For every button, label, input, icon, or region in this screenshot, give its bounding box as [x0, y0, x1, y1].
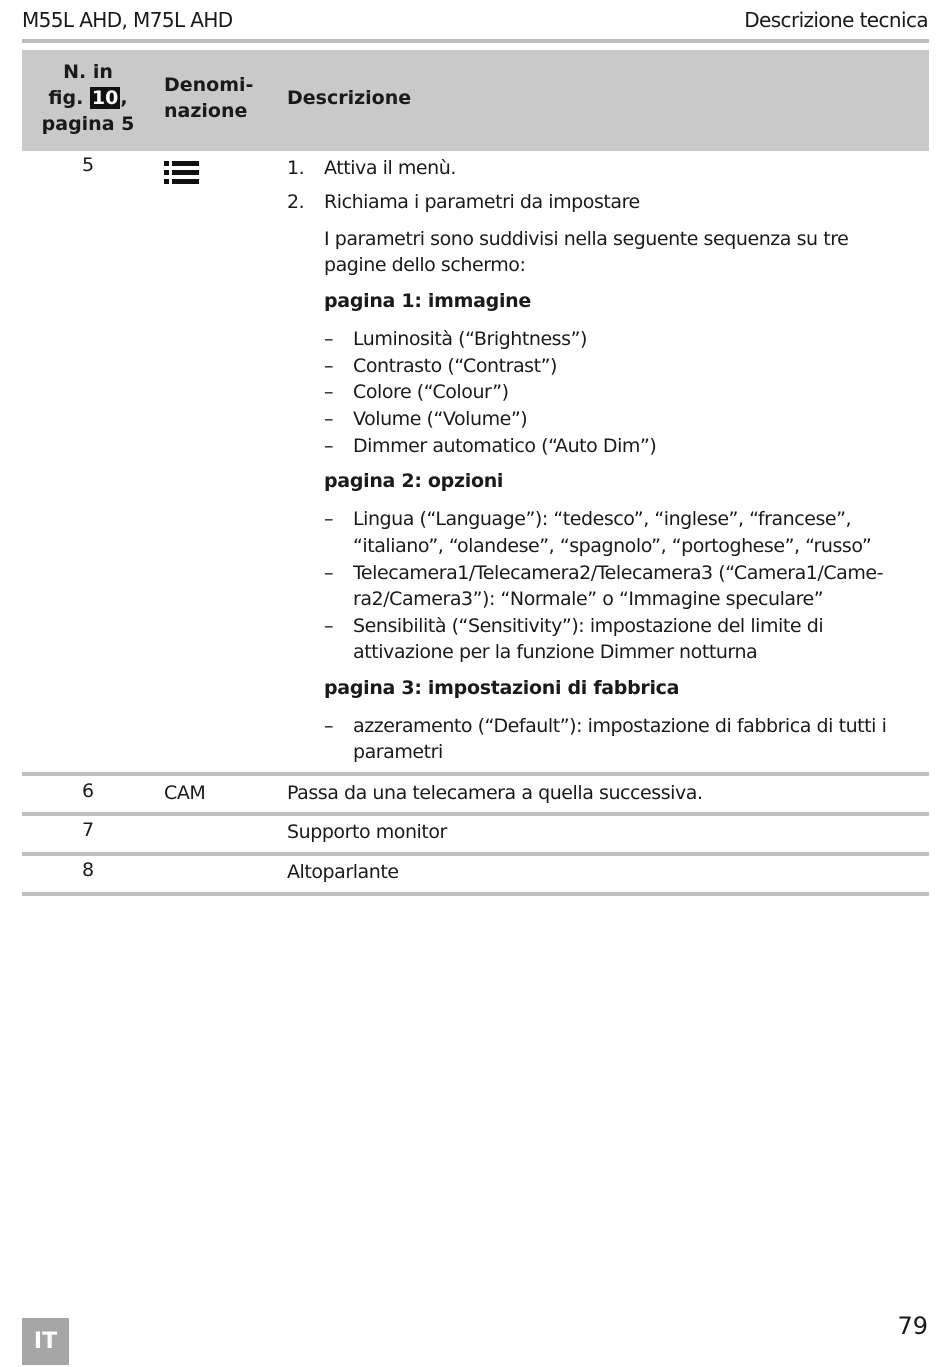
list-dash: –: [324, 508, 334, 530]
paragraph-line: pagine dello schermo:: [324, 254, 526, 276]
list-dash: –: [324, 435, 334, 457]
language-badge: IT: [22, 1318, 69, 1365]
list-item: Sensibilità (“Sensitivity”): impostazione del limite di: [353, 615, 824, 637]
column-header-number: N. in fig. 10 , pagina 5: [41, 61, 135, 135]
section-title: Descrizione tecnica: [744, 8, 928, 32]
column-header-description: Descrizione: [287, 87, 412, 109]
page-number: 79: [897, 1312, 928, 1340]
row-description: Supporto monitor: [287, 821, 447, 843]
subheading-page2: pagina 2: opzioni: [324, 470, 504, 492]
list-item-continuation: parametri: [353, 741, 443, 763]
list-item-continuation: ra2/Camera3”): “Normale” o “Immagine speculare”: [353, 588, 824, 610]
row-number: 8: [81, 859, 95, 881]
figure-reference: 10: [91, 87, 119, 109]
row-number: 6: [81, 780, 95, 802]
list-item: Contrasto (“Contrast”): [353, 355, 557, 377]
document-header-title: M55L AHD, M75L AHD: [22, 8, 233, 32]
list-dash: –: [324, 408, 334, 430]
list-item: Telecamera1/Telecamera2/Telecamera3 (“Camera1/Came-: [353, 562, 884, 584]
list-item: Dimmer automatico (“Auto Dim”): [353, 435, 657, 457]
step-number: 2.: [287, 191, 305, 213]
list-dash: –: [324, 355, 334, 377]
subheading-page3: pagina 3: impostazioni di fabbrica: [324, 677, 680, 699]
list-dash: –: [324, 615, 334, 637]
list-item: Lingua (“Language”): “tedesco”, “inglese”, “francese”,: [353, 508, 852, 530]
step-text: Attiva il menù.: [324, 157, 456, 179]
list-item: Colore (“Colour”): [353, 381, 509, 403]
table-header: [22, 50, 929, 151]
row-number: 7: [81, 819, 95, 841]
row-name: CAM: [164, 782, 206, 804]
list-item: Volume (“Volume”): [353, 408, 528, 430]
list-dash: –: [324, 381, 334, 403]
table-bottom-rule: [22, 892, 929, 896]
list-dash: –: [324, 328, 334, 350]
list-dash: –: [324, 562, 334, 584]
list-item: azzeramento (“Default”): impostazione di fabbrica di tutti i: [353, 715, 887, 737]
row-description: Altoparlante: [287, 861, 399, 883]
step-number: 1.: [287, 157, 305, 179]
row-description: Passa da una telecamera a quella successiva.: [287, 782, 703, 804]
row-number: 5: [81, 154, 95, 176]
subheading-page1: pagina 1: immagine: [324, 290, 531, 312]
step-text: Richiama i parametri da impostare: [324, 191, 640, 213]
list-item-continuation: attivazione per la funzione Dimmer notturna: [353, 641, 758, 663]
row-divider: [22, 852, 929, 856]
header-divider: [22, 39, 929, 43]
list-dash: –: [324, 715, 334, 737]
row-divider: [22, 772, 929, 776]
paragraph-line: I parametri sono suddivisi nella seguente sequenza su tre: [324, 228, 849, 250]
menu-list-icon: [164, 160, 200, 186]
list-item: Luminosità (“Brightness”): [353, 328, 587, 350]
list-item-continuation: “italiano”, “olandese”, “spagnolo”, “portoghese”, “russo”: [353, 535, 872, 557]
column-header-name: Denomi- nazione: [164, 74, 254, 122]
row-divider: [22, 812, 929, 816]
